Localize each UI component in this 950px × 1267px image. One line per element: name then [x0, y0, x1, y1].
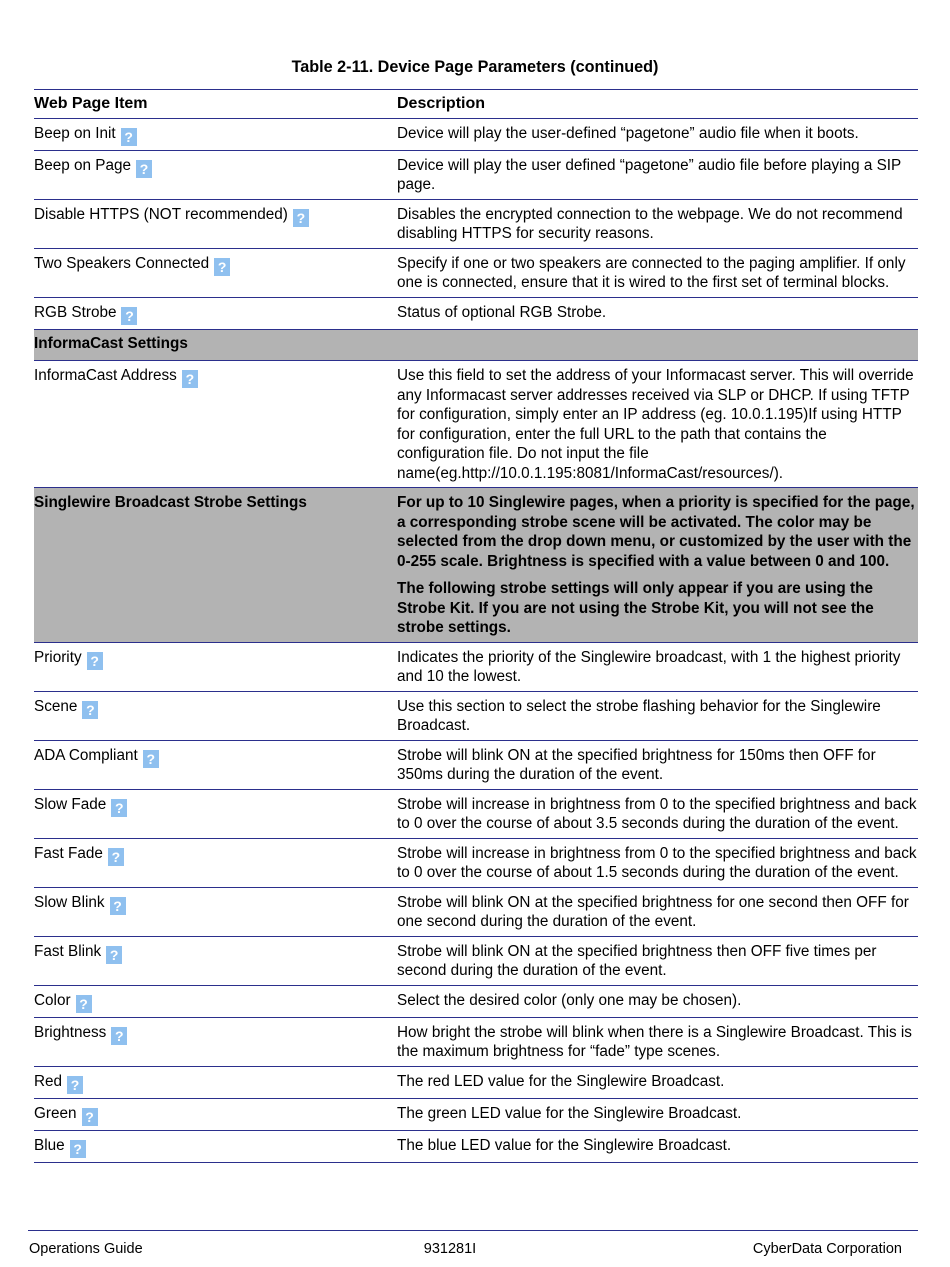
- description-text: How bright the strobe will blink when there is a Singlewire Broadcast. This is the maximum brightness for “fade” type scenes.: [397, 1023, 912, 1060]
- description-text: Indicates the priority of the Singlewire broadcast, with 1 the highest priority and 10 the lowest.: [397, 648, 901, 685]
- table-row: [34, 838, 918, 887]
- web-page-item-cell: [34, 118, 397, 150]
- description-text: Use this field to set the address of your Informacast server. This will override any Informacast server addresses received via SLP or DHCP. If using TFTP for configuration, simply enter an IP address (eg. 10.0.1.195)If using HTTP for configuration, enter the full URL to the path that contains the configuration file. Do not input the file name(eg.http://10.0.1.195:8081/InformaCast/resources/).: [397, 367, 914, 482]
- web-page-item-cell: [34, 1098, 397, 1130]
- description-cell: [397, 887, 918, 936]
- description-text: Strobe will blink ON at the specified brightness for one second then OFF for one second during the duration of the event.: [397, 893, 909, 930]
- web-page-item-cell: [34, 740, 397, 789]
- description-cell: [397, 1017, 918, 1066]
- table-row: [34, 1130, 918, 1162]
- web-page-item-label: Fast Blink: [34, 942, 102, 960]
- description-text: Strobe will increase in brightness from 0 to the specified brightness and back to 0 over the course of about 3.5 seconds during the duration of the event.: [397, 795, 917, 832]
- table-row: [34, 118, 918, 150]
- description-text: Select the desired color (only one may be chosen).: [397, 991, 742, 1009]
- table-row: [34, 297, 918, 329]
- description-cell: [397, 361, 918, 488]
- help-question-icon: ?: [82, 1108, 98, 1126]
- section-title: InformaCast Settings: [34, 334, 188, 352]
- footer-rule: [28, 1230, 918, 1231]
- table-row: [34, 789, 918, 838]
- table-body: [34, 90, 918, 1163]
- description-cell: [397, 248, 918, 297]
- description-cell: [397, 985, 918, 1017]
- description-text: Disables the encrypted connection to the webpage. We do not recommend disabling HTTPS for security reasons.: [397, 205, 903, 242]
- web-page-item-label: Beep on Page: [34, 156, 131, 174]
- web-page-item-label: Disable HTTPS (NOT recommended): [34, 205, 288, 223]
- section-row: [34, 329, 918, 361]
- help-question-icon: ?: [76, 995, 92, 1013]
- web-page-item-label: Red: [34, 1072, 63, 1090]
- web-page-item-cell: [34, 691, 397, 740]
- web-page-item-label: InformaCast Address: [34, 367, 177, 384]
- web-page-item-cell: [34, 1130, 397, 1162]
- description-text: Strobe will blink ON at the specified brightness for 150ms then OFF for 350ms during the duration of the event.: [397, 746, 876, 783]
- description-cell: [397, 789, 918, 838]
- description-cell: [397, 150, 918, 199]
- help-question-icon: ?: [111, 799, 127, 817]
- description-text: Specify if one or two speakers are connected to the paging amplifier. If only one is connected, ensure that it is wired to the first set of terminal blocks.: [397, 254, 906, 291]
- web-page-item-cell: [34, 642, 397, 691]
- description-cell: [397, 740, 918, 789]
- web-page-item-label: Blue: [34, 1136, 65, 1154]
- web-page-item-cell: [34, 985, 397, 1017]
- table-row: [34, 691, 918, 740]
- table-row: [34, 936, 918, 985]
- web-page-item-label: Scene: [34, 697, 78, 715]
- web-page-item-cell: [34, 150, 397, 199]
- table-row: [34, 1017, 918, 1066]
- table-row: [34, 1098, 918, 1130]
- description-cell: [397, 488, 918, 643]
- table-caption: Table 2-11. Device Page Parameters (continued): [291, 58, 659, 76]
- web-page-item-cell: [34, 248, 397, 297]
- table-row: [34, 248, 918, 297]
- web-page-item-label: Fast Fade: [34, 844, 103, 862]
- table-row: [34, 642, 918, 691]
- web-page-item-label: Green: [34, 1104, 77, 1122]
- footer-doc-number: 931281I: [423, 1241, 477, 1257]
- web-page-item-label: Brightness: [34, 1023, 107, 1041]
- description-text: The green LED value for the Singlewire Broadcast.: [397, 1104, 742, 1122]
- web-page-item-label: ADA Compliant: [34, 746, 138, 764]
- help-question-icon: ?: [106, 946, 122, 964]
- description-cell: [397, 936, 918, 985]
- footer-guide-name: Operations Guide: [29, 1241, 143, 1257]
- web-page-item-label: Color: [34, 991, 71, 1009]
- web-page-item-cell: [34, 199, 397, 248]
- table-row: [34, 887, 918, 936]
- description-text: The following strobe settings will only appear if you are using the Strobe Kit. If you are not using the Strobe Kit, you will not see the strobe settings.: [397, 580, 874, 636]
- description-text: The blue LED value for the Singlewire Broadcast.: [397, 1136, 732, 1154]
- web-page-item-cell: [34, 838, 397, 887]
- description-cell: [397, 297, 918, 329]
- section-row: [34, 488, 918, 643]
- web-page-item-cell: [34, 361, 397, 488]
- web-page-item-label: Priority: [34, 648, 82, 666]
- help-question-icon: ?: [110, 897, 126, 915]
- help-question-icon: ?: [136, 160, 152, 178]
- web-page-item-label: Two Speakers Connected: [34, 254, 210, 272]
- help-question-icon: ?: [293, 209, 309, 227]
- table-row: [34, 361, 918, 488]
- description-cell: [397, 838, 918, 887]
- footer-company: CyberData Corporation: [752, 1241, 902, 1257]
- description-cell: [397, 1098, 918, 1130]
- description-text: The red LED value for the Singlewire Broadcast.: [397, 1072, 725, 1090]
- web-page-item-label: Beep on Init: [34, 124, 116, 142]
- web-page-item-cell: [34, 297, 397, 329]
- description-text: Use this section to select the strobe flashing behavior for the Singlewire Broadcast.: [397, 697, 881, 734]
- description-text: Device will play the user-defined “pagetone” audio file when it boots.: [397, 124, 859, 142]
- table-header-row: [34, 90, 918, 119]
- header-description: Description: [397, 90, 918, 119]
- web-page-item-cell: [34, 789, 397, 838]
- description-cell: [397, 199, 918, 248]
- description-text: Strobe will increase in brightness from 0 to the specified brightness and back to 0 over the course of about 1.5 seconds during the duration of the event.: [397, 844, 917, 881]
- description-cell: [397, 1066, 918, 1098]
- help-question-icon: ?: [121, 128, 137, 146]
- section-title: Singlewire Broadcast Strobe Settings: [34, 494, 307, 511]
- help-question-icon: ?: [121, 307, 137, 325]
- help-question-icon: ?: [182, 370, 198, 388]
- web-page-item-cell: [34, 936, 397, 985]
- header-web-page-item: Web Page Item: [34, 90, 397, 119]
- web-page-item-label: Slow Fade: [34, 795, 107, 813]
- help-question-icon: ?: [82, 701, 98, 719]
- description-text: Strobe will blink ON at the specified brightness then OFF five times per second during the duration of the event.: [397, 942, 877, 979]
- web-page-item-cell: [34, 887, 397, 936]
- device-page-parameters-table: [34, 89, 918, 1163]
- description-text: Status of optional RGB Strobe.: [397, 303, 607, 321]
- description-text: For up to 10 Singlewire pages, when a priority is specified for the page, a corresponding strobe scene will be activated. The color may be selected from the drop down menu, or customized by the user with the 0-255 scale. Brightness is specified with a value between 0 and 100.: [397, 494, 915, 570]
- table-row: [34, 199, 918, 248]
- description-text: Device will play the user defined “pagetone” audio file before playing a SIP page.: [397, 156, 901, 193]
- help-question-icon: ?: [87, 652, 103, 670]
- web-page-item-cell: [34, 1017, 397, 1066]
- help-question-icon: ?: [111, 1027, 127, 1045]
- help-question-icon: ?: [214, 258, 230, 276]
- description-cell: [397, 691, 918, 740]
- section-title-cell: [34, 488, 397, 643]
- help-question-icon: ?: [67, 1076, 83, 1094]
- table-row: [34, 740, 918, 789]
- help-question-icon: ?: [70, 1140, 86, 1158]
- web-page-item-label: Slow Blink: [34, 893, 105, 911]
- description-cell: [397, 118, 918, 150]
- help-question-icon: ?: [108, 848, 124, 866]
- table-row: [34, 150, 918, 199]
- description-cell: [397, 1130, 918, 1162]
- web-page-item-cell: [34, 1066, 397, 1098]
- table-row: [34, 985, 918, 1017]
- section-title-cell: [34, 329, 397, 361]
- help-question-icon: ?: [143, 750, 159, 768]
- description-cell: [397, 642, 918, 691]
- description-cell: [397, 329, 918, 361]
- table-row: [34, 1066, 918, 1098]
- web-page-item-label: RGB Strobe: [34, 303, 117, 321]
